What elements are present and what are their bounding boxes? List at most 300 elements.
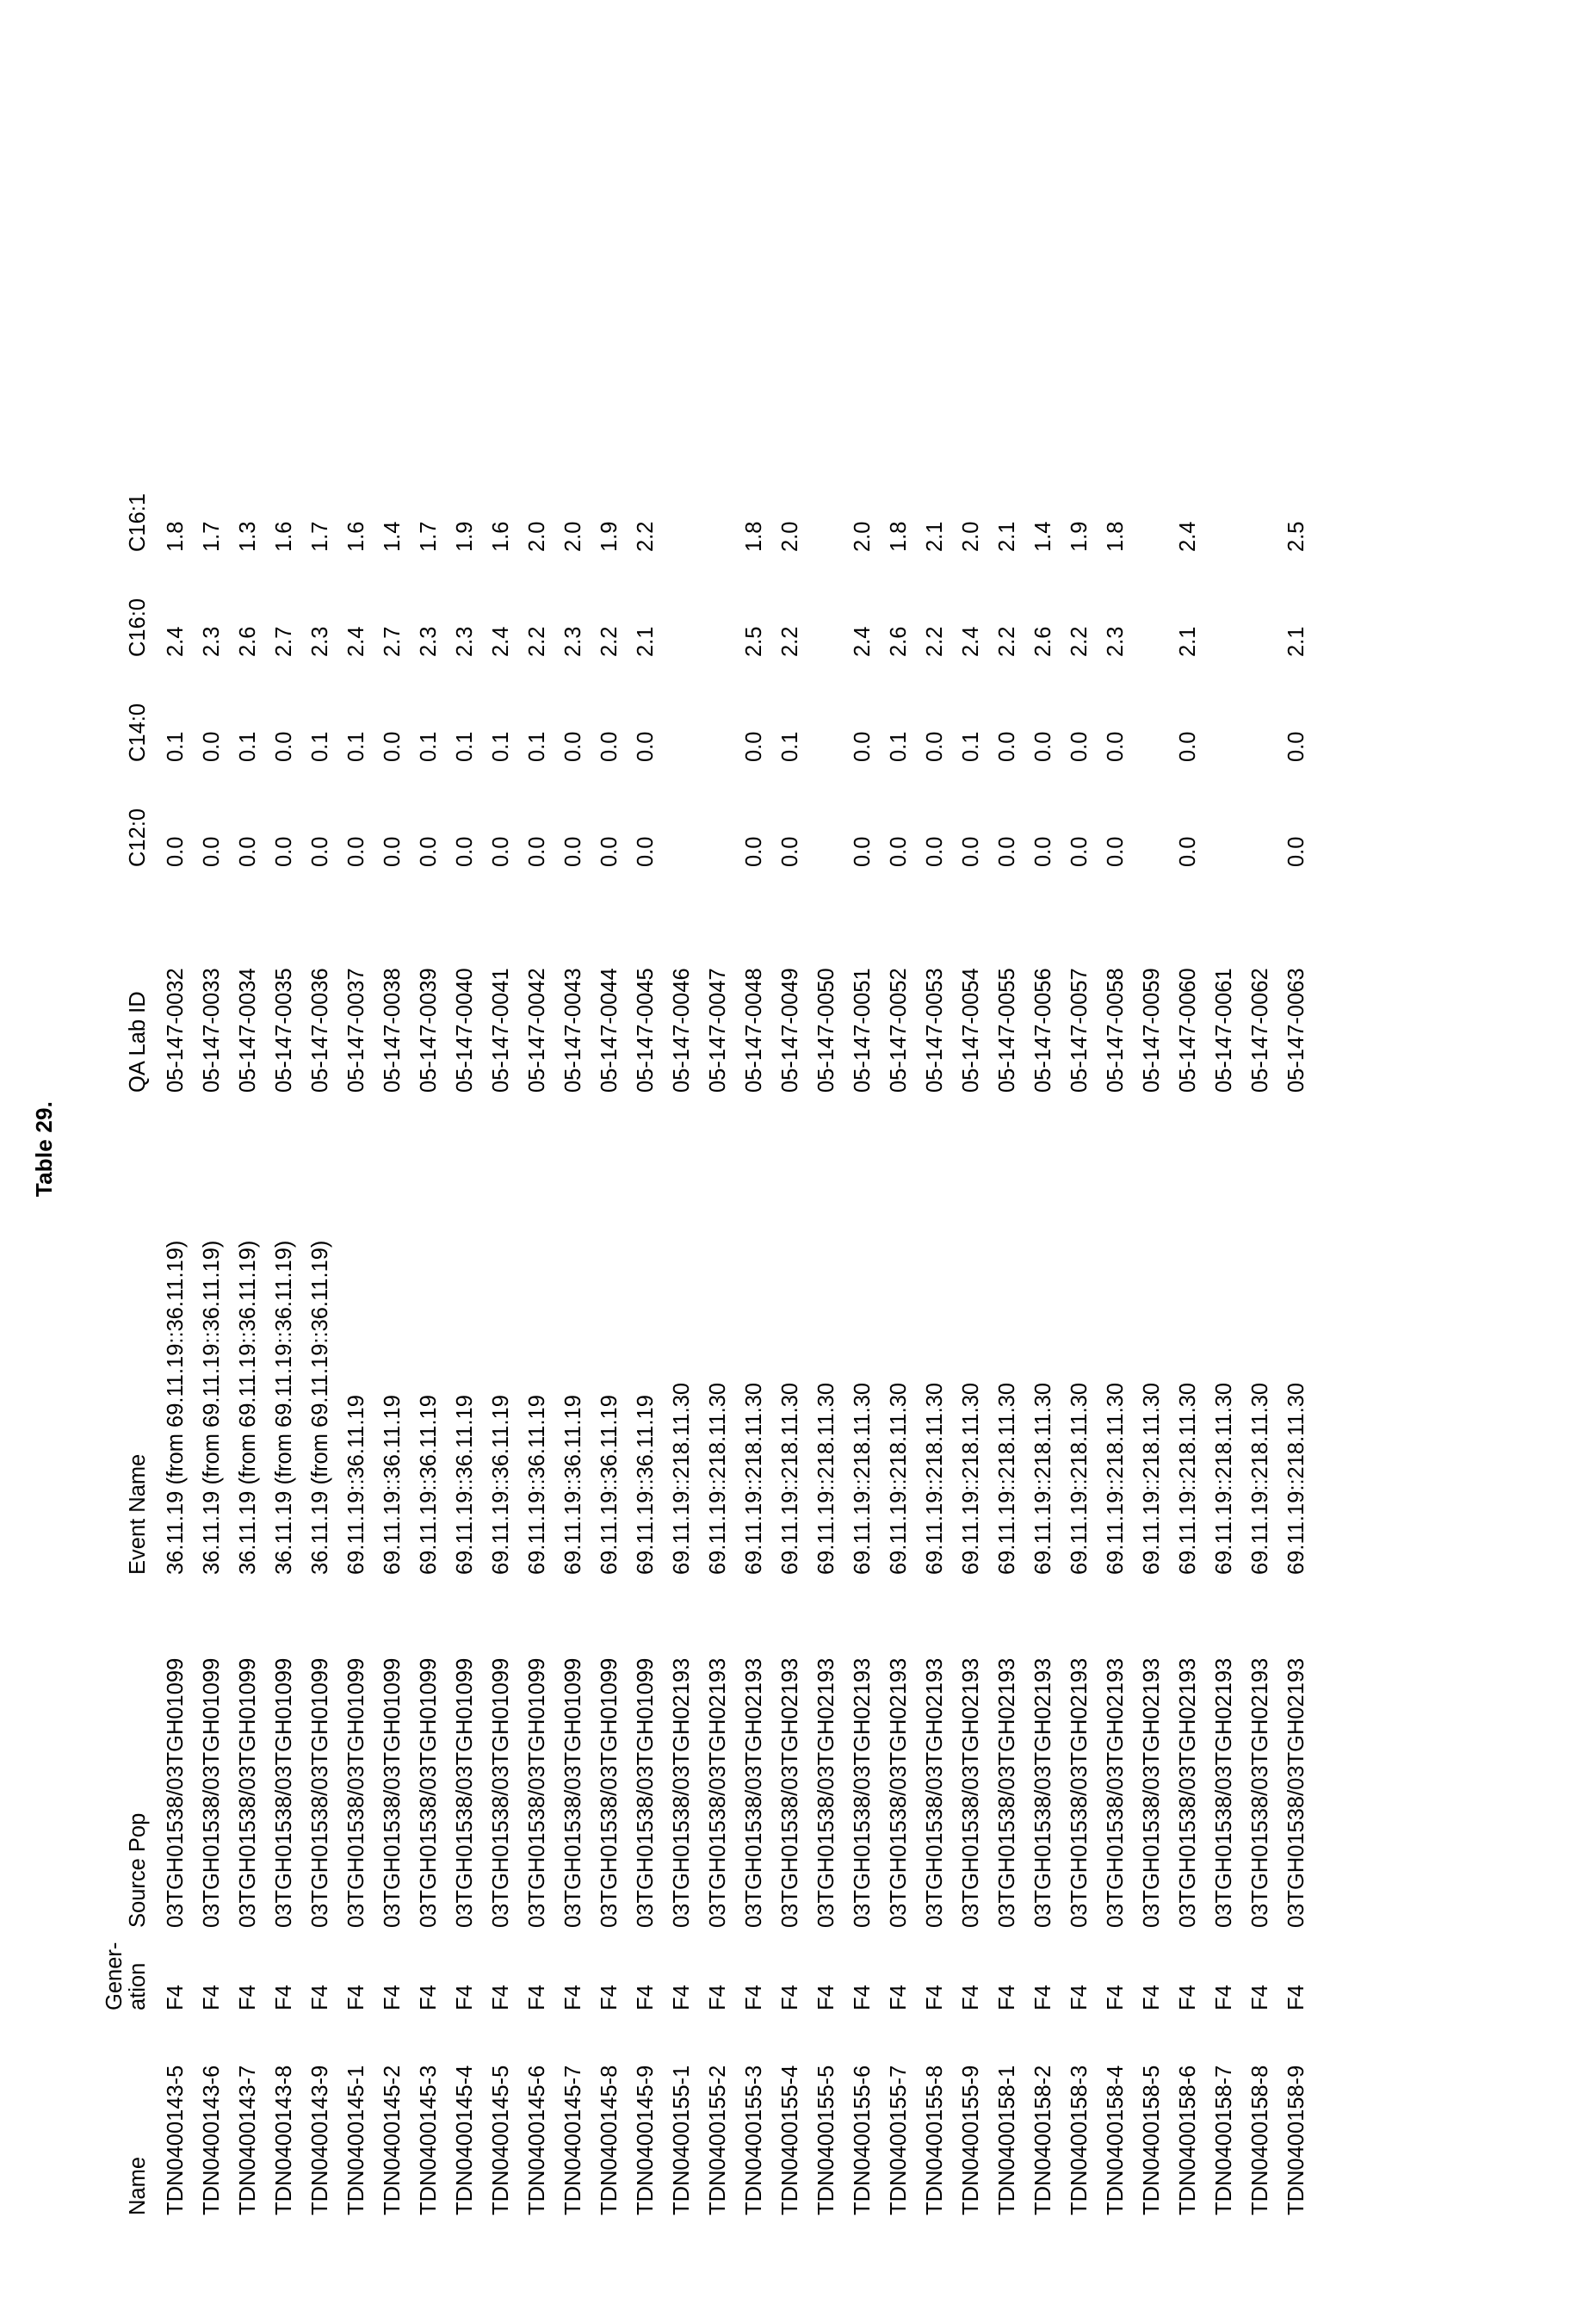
cell-event-name: 69.11.19::36.11.19: [634, 1395, 659, 1575]
cell-c16-0: 2.6: [887, 626, 912, 657]
cell-qa-lab-id: 05-147-0045: [634, 968, 659, 1093]
cell-c14-0: 0.1: [778, 731, 803, 762]
cell-c12-0: 0.0: [995, 836, 1020, 867]
cell-qa-lab-id: 05-147-0055: [995, 968, 1020, 1093]
cell-source-pop: 03TGH01538/03TGH01099: [380, 1657, 405, 1928]
cell-event-name: 69.11.19::36.11.19: [597, 1395, 622, 1575]
cell-qa-lab-id: 05-147-0034: [236, 968, 261, 1093]
cell-qa-lab-id: 05-147-0046: [670, 968, 695, 1093]
table-header: [103, 447, 152, 2215]
cell-name: TDN0400145-6: [525, 2065, 550, 2215]
cell-source-pop: 03TGH01538/03TGH02193: [706, 1657, 731, 1928]
cell-event-name: 69.11.19::218.11.30: [1284, 1382, 1309, 1575]
table-row: [947, 447, 983, 2215]
cell-c16-1: 1.6: [272, 521, 297, 552]
column-header-c12-0: C12:0: [126, 808, 151, 867]
cell-c12-0: 0.0: [923, 836, 948, 867]
table-row: [296, 447, 332, 2215]
cell-c14-0: 0.0: [995, 731, 1020, 762]
cell-source-pop: 03TGH01538/03TGH02193: [814, 1657, 839, 1928]
cell-event-name: 69.11.19::36.11.19: [453, 1395, 478, 1575]
cell-source-pop: 03TGH01538/03TGH02193: [1176, 1657, 1201, 1928]
cell-event-name: 69.11.19::218.11.30: [778, 1382, 803, 1575]
cell-name: TDN0400145-4: [453, 2065, 478, 2215]
cell-c16-0: [694, 552, 730, 657]
cell-generation: F4: [236, 1985, 261, 2010]
table-row: [188, 447, 224, 2215]
cell-c16-0: [1128, 552, 1164, 657]
cell-generation: F4: [887, 1985, 912, 2010]
cell-qa-lab-id: 05-147-0058: [1104, 968, 1129, 1093]
table-row: [730, 447, 766, 2215]
cell-c12-0: [1200, 762, 1236, 867]
cell-event-name: 69.11.19::218.11.30: [670, 1382, 695, 1575]
cell-generation: F4: [778, 1985, 803, 2010]
cell-c14-0: 0.0: [742, 731, 767, 762]
cell-generation: F4: [453, 1985, 478, 2010]
table-row: [152, 447, 188, 2215]
cell-c12-0: 0.0: [1031, 836, 1056, 867]
cell-event-name: 69.11.19::218.11.30: [1140, 1382, 1165, 1575]
cell-c14-0: 0.1: [308, 731, 333, 762]
table-body: [152, 447, 1308, 2215]
cell-event-name: 36.11.19 (from 69.11.19::36.11.19): [200, 1240, 225, 1575]
cell-c12-0: [802, 762, 838, 867]
cell-qa-lab-id: 05-147-0049: [778, 968, 803, 1093]
table-row: [838, 447, 875, 2215]
cell-name: TDN0400158-8: [1248, 2065, 1273, 2215]
cell-name: TDN0400145-8: [597, 2065, 622, 2215]
cell-c14-0: 0.0: [923, 731, 948, 762]
cell-c12-0: 0.0: [417, 836, 442, 867]
cell-event-name: 69.11.19::218.11.30: [1176, 1382, 1201, 1575]
cell-c16-0: 2.6: [236, 626, 261, 657]
cell-qa-lab-id: 05-147-0050: [814, 968, 839, 1093]
cell-c14-0: [802, 657, 838, 762]
table-row: [1055, 447, 1092, 2215]
cell-c16-0: [658, 552, 694, 657]
cell-c16-1: 1.4: [1031, 521, 1056, 552]
cell-event-name: 69.11.19::218.11.30: [995, 1382, 1020, 1575]
cell-generation: F4: [1212, 1985, 1237, 2010]
table-row: [1128, 447, 1164, 2215]
cell-c16-1: 1.8: [742, 521, 767, 552]
cell-c16-0: 2.2: [923, 626, 948, 657]
cell-source-pop: 03TGH01538/03TGH02193: [1140, 1657, 1165, 1928]
cell-c12-0: 0.0: [1104, 836, 1129, 867]
cell-qa-lab-id: 05-147-0044: [597, 968, 622, 1093]
cell-c14-0: 0.1: [959, 731, 984, 762]
cell-source-pop: 03TGH01538/03TGH02193: [1212, 1657, 1237, 1928]
cell-event-name: 69.11.19::218.11.30: [1248, 1382, 1273, 1575]
cell-c12-0: 0.0: [851, 836, 875, 867]
cell-c16-1: [1236, 447, 1272, 552]
cell-c16-1: 1.7: [417, 521, 442, 552]
cell-generation: F4: [561, 1985, 586, 2010]
table-row: [911, 447, 947, 2215]
cell-name: TDN0400158-3: [1067, 2065, 1092, 2215]
cell-event-name: 69.11.19::218.11.30: [923, 1382, 948, 1575]
cell-c14-0: 0.1: [417, 731, 442, 762]
cell-event-name: 69.11.19::218.11.30: [742, 1382, 767, 1575]
cell-c16-0: 2.4: [164, 626, 189, 657]
cell-c16-0: 2.4: [851, 626, 875, 657]
cell-c12-0: 0.0: [453, 836, 478, 867]
cell-source-pop: 03TGH01538/03TGH01099: [236, 1657, 261, 1928]
cell-qa-lab-id: 05-147-0060: [1176, 968, 1201, 1093]
cell-event-name: 69.11.19::36.11.19: [489, 1395, 514, 1575]
cell-generation: F4: [272, 1985, 297, 2010]
cell-source-pop: 03TGH01538/03TGH01099: [489, 1657, 514, 1928]
cell-source-pop: 03TGH01538/03TGH02193: [959, 1657, 984, 1928]
cell-qa-lab-id: 05-147-0056: [1031, 968, 1056, 1093]
cell-c12-0: 0.0: [561, 836, 586, 867]
cell-c16-1: 1.6: [344, 521, 369, 552]
cell-generation: F4: [1104, 1985, 1129, 2010]
cell-c14-0: 0.0: [200, 731, 225, 762]
cell-c16-1: 2.4: [1176, 521, 1201, 552]
cell-qa-lab-id: 05-147-0035: [272, 968, 297, 1093]
cell-source-pop: 03TGH01538/03TGH02193: [887, 1657, 912, 1928]
cell-qa-lab-id: 05-147-0062: [1248, 968, 1273, 1093]
column-header-qa-lab-id: QA Lab ID: [126, 991, 151, 1093]
cell-generation: F4: [1176, 1985, 1201, 2010]
cell-c12-0: 0.0: [380, 836, 405, 867]
cell-c14-0: [1128, 657, 1164, 762]
cell-qa-lab-id: 05-147-0036: [308, 968, 333, 1093]
cell-qa-lab-id: 05-147-0051: [851, 968, 875, 1093]
cell-event-name: 36.11.19 (from 69.11.19::36.11.19): [236, 1240, 261, 1575]
cell-source-pop: 03TGH01538/03TGH01099: [561, 1657, 586, 1928]
cell-c16-0: [1236, 552, 1272, 657]
cell-generation: F4: [706, 1985, 731, 2010]
cell-c16-0: 2.1: [1176, 626, 1201, 657]
cell-name: TDN0400158-9: [1284, 2065, 1309, 2215]
cell-c16-0: 2.2: [778, 626, 803, 657]
column-header-generation-line1: Gener-: [102, 1942, 127, 2010]
cell-qa-lab-id: 05-147-0054: [959, 968, 984, 1093]
table-row: [441, 447, 477, 2215]
cell-qa-lab-id: 05-147-0039: [417, 968, 442, 1093]
cell-c16-0: 2.3: [453, 626, 478, 657]
cell-c14-0: 0.0: [380, 731, 405, 762]
cell-event-name: 36.11.19 (from 69.11.19::36.11.19): [272, 1240, 297, 1575]
cell-c16-0: [802, 552, 838, 657]
cell-c16-0: 2.3: [561, 626, 586, 657]
cell-qa-lab-id: 05-147-0038: [380, 968, 405, 1093]
cell-source-pop: 03TGH01538/03TGH02193: [1248, 1657, 1273, 1928]
cell-qa-lab-id: 05-147-0057: [1067, 968, 1092, 1093]
cell-generation: F4: [851, 1985, 875, 2010]
cell-c16-1: 1.7: [200, 521, 225, 552]
cell-c14-0: 0.1: [164, 731, 189, 762]
cell-generation: F4: [1031, 1985, 1056, 2010]
cell-c14-0: 0.1: [344, 731, 369, 762]
cell-qa-lab-id: 05-147-0059: [1140, 968, 1165, 1093]
cell-c12-0: 0.0: [272, 836, 297, 867]
cell-c16-0: 2.7: [272, 626, 297, 657]
cell-name: TDN0400155-5: [814, 2065, 839, 2215]
cell-c16-1: 2.0: [959, 521, 984, 552]
cell-c16-1: 1.7: [308, 521, 333, 552]
cell-name: TDN0400155-9: [959, 2065, 984, 2215]
cell-event-name: 69.11.19::218.11.30: [1212, 1382, 1237, 1575]
table-row: [802, 447, 838, 2215]
cell-name: TDN0400143-6: [200, 2065, 225, 2215]
table-row: [1200, 447, 1236, 2215]
cell-generation: F4: [1248, 1985, 1273, 2010]
cell-source-pop: 03TGH01538/03TGH01099: [272, 1657, 297, 1928]
cell-c12-0: 0.0: [778, 836, 803, 867]
table-caption: Table 29.: [31, 1100, 57, 1198]
cell-generation: F4: [923, 1985, 948, 2010]
fatty-acid-data-table: [103, 447, 1308, 2215]
cell-c14-0: 0.0: [1176, 731, 1201, 762]
cell-c16-0: 2.2: [597, 626, 622, 657]
cell-event-name: 69.11.19::36.11.19: [525, 1395, 550, 1575]
cell-c12-0: [1236, 762, 1272, 867]
cell-name: TDN0400158-4: [1104, 2065, 1129, 2215]
cell-source-pop: 03TGH01538/03TGH01099: [344, 1657, 369, 1928]
table-row: [1019, 447, 1055, 2215]
cell-name: TDN0400155-8: [923, 2065, 948, 2215]
column-header-event-name: Event Name: [126, 1453, 151, 1575]
cell-c16-0: 2.4: [489, 626, 514, 657]
cell-qa-lab-id: 05-147-0047: [706, 968, 731, 1093]
cell-name: TDN0400158-6: [1176, 2065, 1201, 2215]
cell-event-name: 69.11.19::218.11.30: [1067, 1382, 1092, 1575]
cell-qa-lab-id: 05-147-0041: [489, 968, 514, 1093]
cell-event-name: 36.11.19 (from 69.11.19::36.11.19): [164, 1240, 189, 1575]
cell-c16-0: 2.6: [1031, 626, 1056, 657]
cell-generation: F4: [814, 1985, 839, 2010]
cell-c12-0: 0.0: [200, 836, 225, 867]
cell-c16-1: [802, 447, 838, 552]
table-row: [549, 447, 585, 2215]
cell-source-pop: 03TGH01538/03TGH02193: [1104, 1657, 1129, 1928]
cell-qa-lab-id: 05-147-0063: [1284, 968, 1309, 1093]
cell-source-pop: 03TGH01538/03TGH02193: [742, 1657, 767, 1928]
cell-qa-lab-id: 05-147-0048: [742, 968, 767, 1093]
cell-qa-lab-id: 05-147-0037: [344, 968, 369, 1093]
cell-c16-0: 2.5: [742, 626, 767, 657]
cell-name: TDN0400143-9: [308, 2065, 333, 2215]
cell-source-pop: 03TGH01538/03TGH02193: [995, 1657, 1020, 1928]
cell-generation: F4: [959, 1985, 984, 2010]
cell-c16-1: 1.4: [380, 521, 405, 552]
cell-name: TDN0400155-3: [742, 2065, 767, 2215]
cell-source-pop: 03TGH01538/03TGH02193: [1031, 1657, 1056, 1928]
cell-c12-0: 0.0: [1176, 836, 1201, 867]
cell-name: TDN0400143-8: [272, 2065, 297, 2215]
column-header-source-pop: Source Pop: [126, 1812, 151, 1928]
table-row: [260, 447, 296, 2215]
cell-generation: F4: [308, 1985, 333, 2010]
cell-generation: F4: [525, 1985, 550, 2010]
table-row: [1092, 447, 1128, 2215]
column-header-c16-0: C16:0: [126, 598, 151, 657]
cell-c14-0: 0.0: [1031, 731, 1056, 762]
cell-c12-0: 0.0: [597, 836, 622, 867]
cell-c14-0: 0.0: [1067, 731, 1092, 762]
cell-name: TDN0400155-4: [778, 2065, 803, 2215]
cell-generation: F4: [164, 1985, 189, 2010]
cell-name: TDN0400158-1: [995, 2065, 1020, 2215]
cell-c16-0: 2.1: [634, 626, 659, 657]
cell-c16-0: 2.1: [1284, 626, 1309, 657]
cell-c16-1: 1.8: [1104, 521, 1129, 552]
cell-generation: F4: [742, 1985, 767, 2010]
cell-name: TDN0400143-5: [164, 2065, 189, 2215]
cell-source-pop: 03TGH01538/03TGH01099: [634, 1657, 659, 1928]
table-row: [585, 447, 622, 2215]
cell-c14-0: 0.0: [1284, 731, 1309, 762]
table-row: [224, 447, 260, 2215]
cell-c16-1: [1128, 447, 1164, 552]
table-row: [1164, 447, 1200, 2215]
cell-c14-0: [694, 657, 730, 762]
table-row: [332, 447, 368, 2215]
cell-c16-0: 2.2: [1067, 626, 1092, 657]
cell-c16-0: 2.4: [959, 626, 984, 657]
cell-generation: F4: [995, 1985, 1020, 2010]
cell-event-name: 69.11.19::218.11.30: [814, 1382, 839, 1575]
cell-c14-0: 0.0: [634, 731, 659, 762]
cell-event-name: 69.11.19::218.11.30: [887, 1382, 912, 1575]
cell-c12-0: 0.0: [1067, 836, 1092, 867]
table-row: [477, 447, 513, 2215]
cell-c16-1: 2.5: [1284, 521, 1309, 552]
cell-source-pop: 03TGH01538/03TGH02193: [923, 1657, 948, 1928]
cell-source-pop: 03TGH01538/03TGH01099: [453, 1657, 478, 1928]
cell-qa-lab-id: 05-147-0052: [887, 968, 912, 1093]
cell-name: TDN0400155-6: [851, 2065, 875, 2215]
cell-generation: F4: [1067, 1985, 1092, 2010]
cell-c14-0: 0.0: [851, 731, 875, 762]
cell-c14-0: [1200, 657, 1236, 762]
cell-c14-0: 0.0: [272, 731, 297, 762]
cell-source-pop: 03TGH01538/03TGH02193: [1067, 1657, 1092, 1928]
cell-name: TDN0400145-7: [561, 2065, 586, 2215]
cell-name: TDN0400158-7: [1212, 2065, 1237, 2215]
table-header-row: [103, 447, 152, 2215]
cell-name: TDN0400145-2: [380, 2065, 405, 2215]
cell-c14-0: 0.1: [453, 731, 478, 762]
cell-event-name: 69.11.19::218.11.30: [851, 1382, 875, 1575]
cell-c16-1: 2.1: [995, 521, 1020, 552]
cell-c16-0: [1200, 552, 1236, 657]
cell-source-pop: 03TGH01538/03TGH01099: [164, 1657, 189, 1928]
cell-generation: F4: [380, 1985, 405, 2010]
cell-c12-0: 0.0: [344, 836, 369, 867]
cell-generation: F4: [1140, 1985, 1165, 2010]
table-row: [766, 447, 802, 2215]
cell-source-pop: 03TGH01538/03TGH01099: [525, 1657, 550, 1928]
cell-c12-0: 0.0: [887, 836, 912, 867]
cell-c14-0: [658, 657, 694, 762]
cell-name: TDN0400155-1: [670, 2065, 695, 2215]
cell-name: TDN0400145-5: [489, 2065, 514, 2215]
cell-c16-1: 1.3: [236, 521, 261, 552]
cell-c14-0: 0.0: [597, 731, 622, 762]
cell-c16-0: 2.2: [995, 626, 1020, 657]
column-header-c16-1: C16:1: [126, 492, 151, 552]
cell-source-pop: 03TGH01538/03TGH02193: [1284, 1657, 1309, 1928]
column-header-generation-line2: ation: [125, 1962, 150, 2010]
cell-c16-0: 2.7: [380, 626, 405, 657]
cell-c12-0: [1128, 762, 1164, 867]
cell-source-pop: 03TGH01538/03TGH02193: [851, 1657, 875, 1928]
cell-source-pop: 03TGH01538/03TGH02193: [670, 1657, 695, 1928]
cell-source-pop: 03TGH01538/03TGH02193: [778, 1657, 803, 1928]
cell-event-name: 69.11.19::36.11.19: [417, 1395, 442, 1575]
cell-qa-lab-id: 05-147-0032: [164, 968, 189, 1093]
cell-c12-0: 0.0: [634, 836, 659, 867]
cell-c16-0: 2.3: [200, 626, 225, 657]
cell-generation: F4: [634, 1985, 659, 2010]
cell-generation: F4: [597, 1985, 622, 2010]
cell-c14-0: [1236, 657, 1272, 762]
cell-generation: F4: [200, 1985, 225, 2010]
cell-qa-lab-id: 05-147-0061: [1212, 968, 1237, 1093]
cell-name: TDN0400155-7: [887, 2065, 912, 2215]
cell-c16-1: 1.8: [164, 521, 189, 552]
cell-c12-0: 0.0: [236, 836, 261, 867]
cell-c16-1: 1.9: [453, 521, 478, 552]
cell-source-pop: 03TGH01538/03TGH01099: [417, 1657, 442, 1928]
cell-c12-0: 0.0: [308, 836, 333, 867]
cell-c16-0: 2.3: [308, 626, 333, 657]
cell-event-name: 69.11.19::36.11.19: [344, 1395, 369, 1575]
column-header-generation: [103, 1928, 152, 2010]
cell-source-pop: 03TGH01538/03TGH01099: [597, 1657, 622, 1928]
cell-name: TDN0400158-2: [1031, 2065, 1056, 2215]
cell-c12-0: 0.0: [489, 836, 514, 867]
cell-c16-1: [694, 447, 730, 552]
column-header-name: Name: [126, 2156, 151, 2215]
cell-c14-0: 0.0: [561, 731, 586, 762]
cell-c14-0: 0.1: [489, 731, 514, 762]
cell-c16-1: 2.0: [525, 521, 550, 552]
cell-c14-0: 0.0: [1104, 731, 1129, 762]
cell-event-name: 69.11.19::218.11.30: [1031, 1382, 1056, 1575]
cell-c16-0: 2.3: [1104, 626, 1129, 657]
cell-name: TDN0400145-9: [634, 2065, 659, 2215]
cell-qa-lab-id: 05-147-0053: [923, 968, 948, 1093]
table-row: [513, 447, 549, 2215]
cell-c16-1: 1.9: [1067, 521, 1092, 552]
cell-source-pop: 03TGH01538/03TGH01099: [308, 1657, 333, 1928]
cell-c16-1: 2.0: [851, 521, 875, 552]
cell-c12-0: 0.0: [1284, 836, 1309, 867]
table-row: [1272, 447, 1308, 2215]
cell-event-name: 69.11.19::218.11.30: [1104, 1382, 1129, 1575]
cell-c16-1: [1200, 447, 1236, 552]
cell-c16-1: 2.0: [778, 521, 803, 552]
cell-c16-1: 1.8: [887, 521, 912, 552]
cell-c16-1: [658, 447, 694, 552]
cell-c12-0: 0.0: [164, 836, 189, 867]
cell-name: TDN0400145-3: [417, 2065, 442, 2215]
cell-c12-0: [658, 762, 694, 867]
cell-name: TDN0400145-1: [344, 2065, 369, 2215]
cell-qa-lab-id: 05-147-0042: [525, 968, 550, 1093]
cell-generation: F4: [670, 1985, 695, 2010]
table-row: [694, 447, 730, 2215]
table-row: [983, 447, 1019, 2215]
table-row: [368, 447, 405, 2215]
cell-generation: F4: [344, 1985, 369, 2010]
